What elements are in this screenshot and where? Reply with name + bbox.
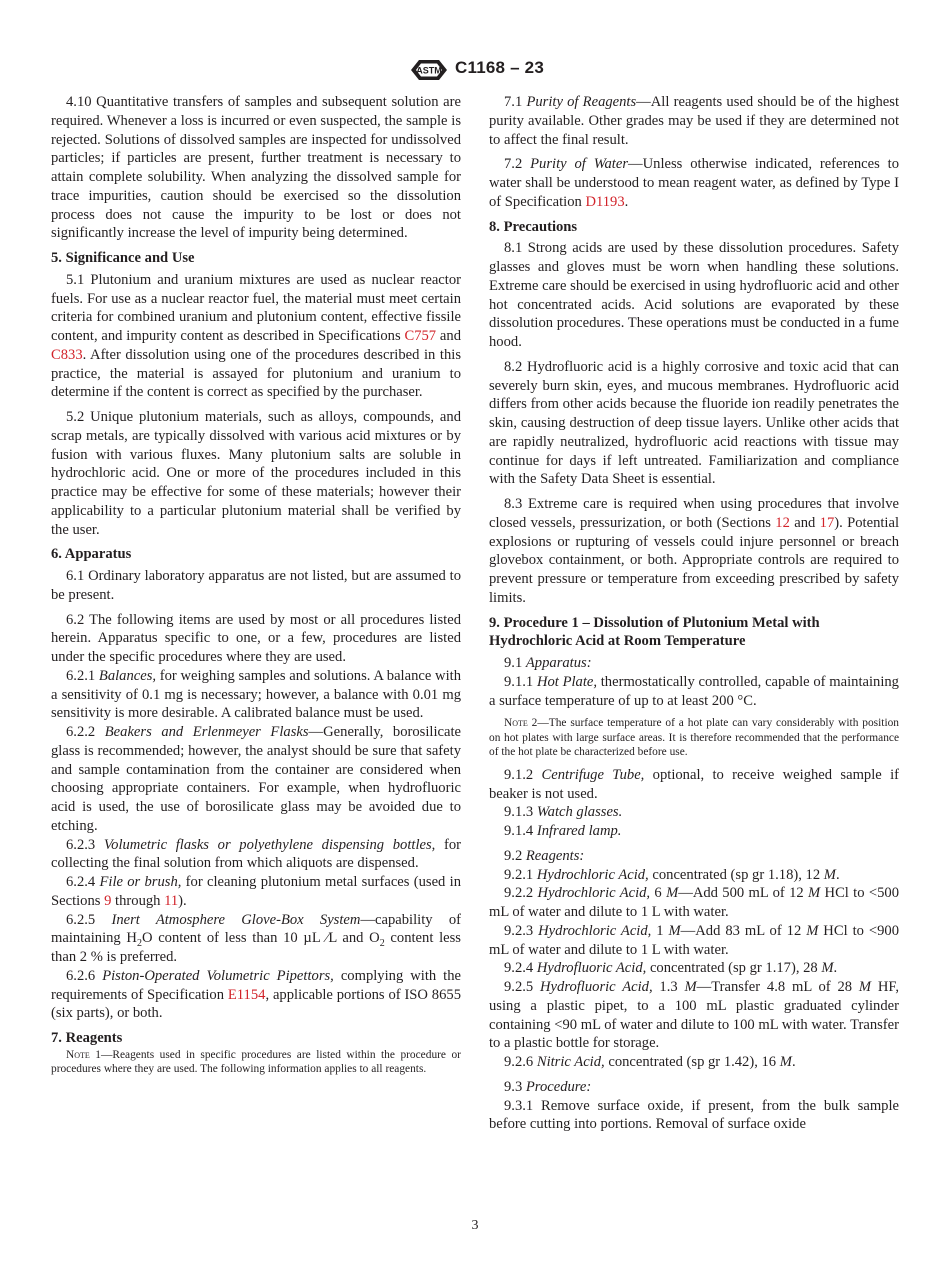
paragraph-9-2: 9.2 Reagents: [504,847,585,864]
link-section-11[interactable]: 11 [164,892,179,909]
paragraph-7-2: 7.2 Purity of Water—Unless otherwise indicated, references to water shall be understood to mean reagent water, as defined by Type I of Specification D1193. [489,156,900,210]
link-e1154[interactable]: E1154 [227,986,266,1003]
link-c833[interactable]: C833 [51,346,83,363]
note-1: Note 1—Reagents used in specific procedures are listed within the procedure or procedures where they are used. The following information applies to all reagents. [51,1048,461,1076]
paragraph-9-2-5: 9.2.5 Hydrofluoric Acid, 1.3 M—Transfer 4.8 mL of 28 M HF, using a plastic pipet, to a 100 mL plastic graduated cylinder containing <90 mL of water and dilute to 100 mL with water. Transfer to a plastic bottle for storage. [489,979,899,1052]
document-id: C1168 – 23 [455,58,544,77]
paragraph-9-3: 9.3 Procedure: [504,1078,592,1095]
paragraph-9-3-1: 9.3.1 Remove surface oxide, if present, from the bulk sample before cutting into portions. Removal of surface oxide [489,1097,899,1133]
paragraph-9-2-4: 9.2.4 Hydrofluoric Acid, concentrated (sp gr 1.17), 28 M. [504,960,838,977]
paragraph-9-1: 9.1 Apparatus: [504,655,592,671]
astm-logo-icon [408,56,450,84]
paragraph-6-2-6: 6.2.6 Piston-Operated Volumetric Pipettors, complying with the requirements of Specification E1154, applicable portions of ISO 8655 (six parts), or both. [51,967,461,1022]
page-header [0,56,950,86]
section-6-heading: 6. Apparatus [51,546,132,563]
note-2: Note 2—The surface temperature of a hot plate can vary considerably with position on hot plates with large surface areas. It is therefore recommended that the performance of the hot plate be characterized before use. [489,717,899,759]
paragraph-8-2: 8.2 Hydrofluoric acid is a highly corrosive and toxic acid that can severely burn skin, eyes, and mucous membranes. Hydrofluoric acid differs from other acids because the fluoride ion readily penetrates the skin, causing destruction of deep tissue layers. Unlike other acids that are rapidly neutralized, hydrofluoric acid reactions with tissue may continue for days if left untreated. Familiarization and compliance with the Safety Data Sheet is essential. [489,358,899,488]
section-8-heading: 8. Precautions [489,218,578,235]
paragraph-6-2-3: 6.2.3 Volumetric flasks or polyethylene dispensing bottles, for collecting the final solution from which aliquots are dispensed. [51,836,462,872]
paragraph-6-2-1: 6.2.1 Balances, for weighing samples and solutions. A balance with a sensitivity of 0.1 mg is necessary; however, a balance with 0.01 mg sensitivity is more desirable. A calibrated balance must be used. [51,667,461,722]
link-d1193[interactable]: D1193 [585,193,625,210]
paragraph-6-2-5: 6.2.5 Inert Atmosphere Glove-Box System—capability of maintaining $H_2O$ content of less than 10 µL ⁄L and $O_2$ content less than 2 % is preferred. [51,911,461,965]
link-section-9[interactable]: 9 [104,892,112,909]
paragraph-9-2-1: 9.2.1 Hydrochloric Acid, concentrated (sp gr 1.18), 12 M. [504,866,840,883]
paragraph-4-10: 4.10 Quantitative transfers of samples and subsequent solution are required. Whenever a loss is incurred or even suspected, the sample is rejected. Solutions of dissolved samples are inspected for undissolved particles; if particles are present, further treatment is necessary to attain complete solubility. When analyzing the dissolved sample for trace impurities, caution should be exercised so the dissolution process does not cause the impurity to be lost or does not significantly increase the level of impurity being determined. [51,94,461,242]
paragraph-6-2-4: 6.2.4 File or brush, for cleaning plutonium metal surfaces (used in Sections 9 through 11). [51,874,461,909]
paragraph-7-1: 7.1 Purity of Reagents—All reagents used should be of the highest purity available. Other grades may be used if they are determined not to affect the final result. [489,94,900,148]
logo-text: ASTM [416,65,442,76]
section-7-heading: 7. Reagents [51,1030,123,1046]
paragraph-6-2: 6.2 The following items are used by most or all procedures listed herein. Apparatus specific to one, or a few, procedures are listed under the specific procedures where they are used. [51,611,461,665]
right-column [489,93,899,1134]
paragraph-6-1: 6.1 Ordinary laboratory apparatus are not listed, but are assumed to be present. [51,568,461,603]
paragraph-9-2-2: 9.2.2 Hydrochloric Acid, 6 M—Add 500 mL of 12 M HCl to <500 mL of water and dilute to 1 L with water. [489,885,899,920]
link-section-12[interactable]: 12 [775,514,790,531]
paragraph-9-2-6: 9.2.6 Nitric Acid, concentrated (sp gr 1.42), 16 M. [504,1054,796,1070]
paragraph-6-2-2: 6.2.2 Beakers and Erlenmeyer Flasks—Generally, borosilicate glass is recommended; however, the analyst should be sure that safety and sample contamination from the container are considered when choosing appropriate containers. For example, when hydrofluoric acid is used, the use of borosilicate glass may be avoided due to etching. [51,724,462,834]
paragraph-9-2-3: 9.2.3 Hydrochloric Acid, 1 M—Add 83 mL of 12 M HCl to <900 mL of water and dilute to 1 L with water. [489,922,899,958]
paragraph-9-1-1: 9.1.1 Hot Plate, thermostatically controlled, capable of maintaining a surface temperature of up to at least 200 °C. [489,673,899,709]
section-9-heading: 9. Procedure 1 – Dissolution of Plutonium Metal with Hydrochloric Acid at Room Temperature [489,614,820,650]
page-number: 3 [471,1218,479,1233]
paragraph-9-1-4: 9.1.4 Infrared lamp. [504,823,622,839]
paragraph-9-1-2: 9.1.2 Centrifuge Tube, optional, to receive weighed sample if beaker is not used. [489,766,899,802]
paragraph-9-1-3: 9.1.3 Watch glasses. [504,804,623,821]
paragraph-5-1: 5.1 Plutonium and uranium mixtures are used as nuclear reactor fuels. For use as a nuclear reactor fuel, the material must meet certain criteria for combined uranium and plutonium content, effective fissile content, and impurity content as described in Specifications C757 and C833. After dissolution using one of the procedures described in this practice, the material is assayed for plutonium and uranium to determine if the content is correct as specified by the purchaser. [51,271,461,401]
link-section-17[interactable]: 17 [819,514,835,531]
paragraph-5-2: 5.2 Unique plutonium materials, such as alloys, compounds, and scrap metals, are typically dissolved with various acid mixtures or by fusion with various fluxes. Many plutonium salts are soluble in hydrochloric acid. One or more of the procedures included in this practice may be effective for some of these materials; however their applicability to a particular plutonium material shall be verified by the user. [51,409,461,538]
paragraph-8-3: 8.3 Extreme care is required when using procedures that involve closed vessels, pressurization, or both (Sections 12 and 17). Potential explosions or rupturing of vessels could injure personnel or breach glovebox containment, or both. Appropriate controls are required to prevent pressure or temperature from exceeding prescribed by safety limits. [489,496,900,606]
link-c757[interactable]: C757 [404,328,437,344]
paragraph-8-1: 8.1 Strong acids are used by these dissolution procedures. Safety glasses and gloves must be worn when handling these solutions. Extreme care should be exercised in using hydrofluoric acid and other hot concentrated acids. Acid solutions are evaporated by these dissolution procedures. These operations must be conducted in a fume hood. [489,240,899,350]
section-5-heading: 5. Significance and Use [51,250,195,266]
left-column [51,93,461,1083]
